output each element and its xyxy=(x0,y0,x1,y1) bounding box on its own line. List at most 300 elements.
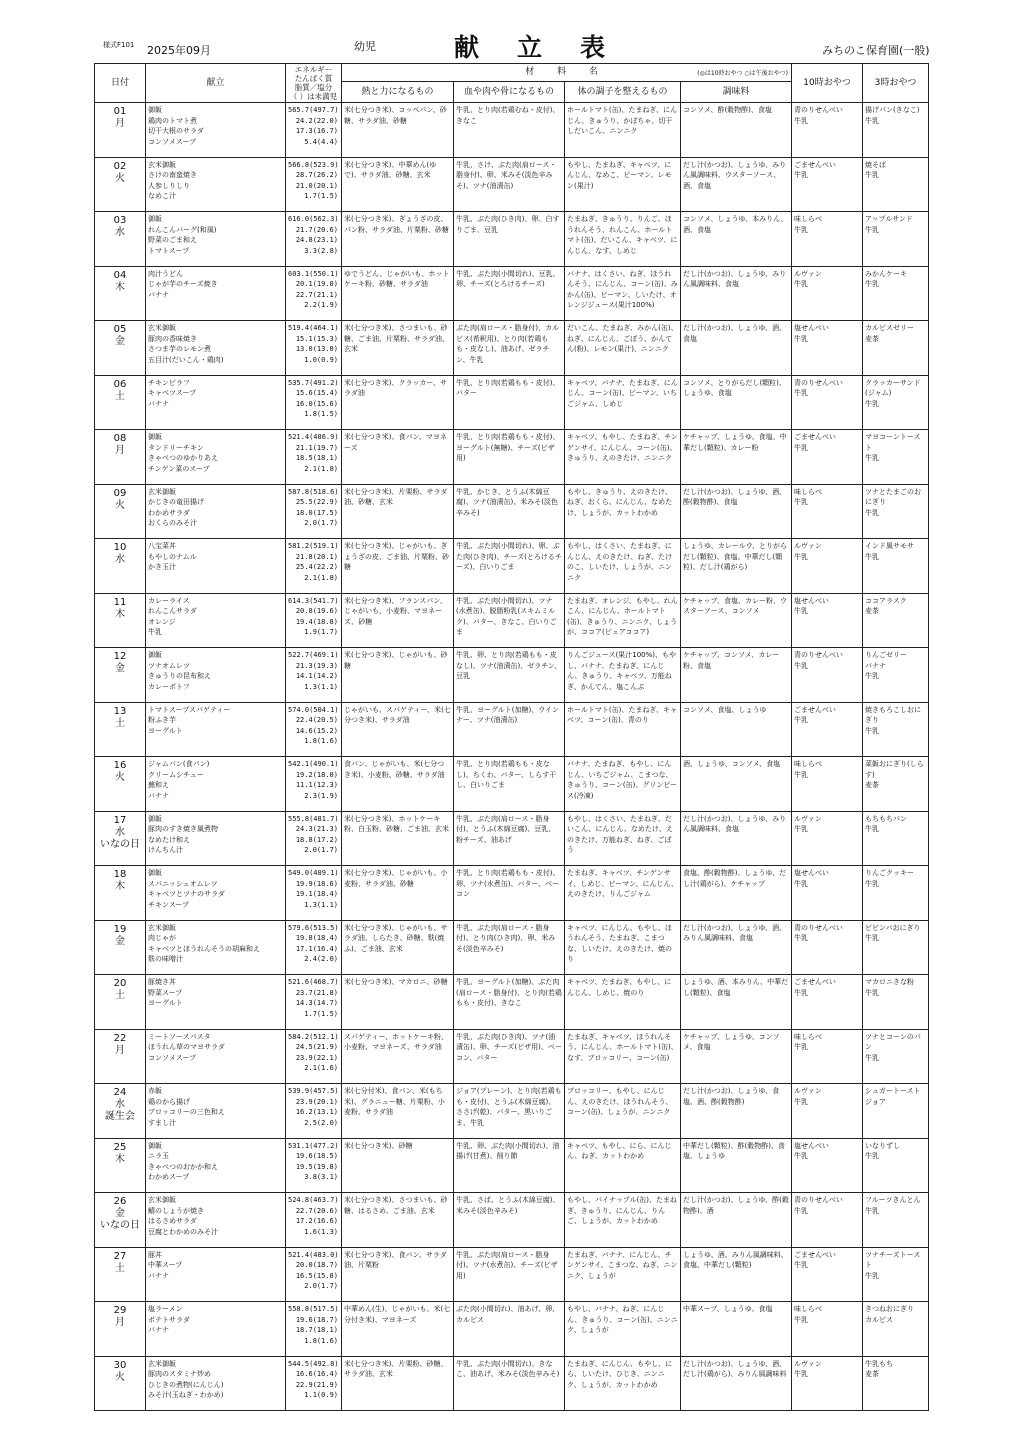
vegetable-foods-cell xyxy=(565,648,681,703)
vegetable-foods-cell xyxy=(565,103,681,158)
date-cell xyxy=(95,212,146,267)
snack10-cell xyxy=(792,811,863,866)
menu-cell xyxy=(146,321,286,376)
seasoning-cell-text: コンソメ、とりがらだし(顆粒)、しょうゆ、食塩 xyxy=(683,378,786,397)
day-of-week: 水 xyxy=(115,227,125,238)
snack3-cell xyxy=(863,484,929,539)
protein-foods-cell-text: 牛乳、とり肉(若鶏むね・皮付)、きなこ xyxy=(456,106,560,125)
date-cell xyxy=(95,1356,146,1411)
snack3-cell xyxy=(863,702,929,757)
snack3-cell xyxy=(863,1302,929,1357)
energy-foods-cell xyxy=(342,484,454,539)
seasoning-cell-text: だし汁(かつお)、しょうゆ、酒、酢(穀物酢)、食塩 xyxy=(683,487,787,506)
nutrition-cell-text: 549.0(489.1) 19.9(18.6) 19.1(18.4) 1.3(1.1) xyxy=(288,869,339,909)
snack3-cell xyxy=(863,866,929,921)
energy-foods-cell xyxy=(342,811,454,866)
nutrition-cell-text: 522.7(469.1) 21.3(19.3) 14.1(14.2) 1.3(1.1) xyxy=(288,651,339,691)
snack10-cell-text: 塩せんべい 牛乳 xyxy=(794,1141,829,1160)
seasoning-cell-text: だし汁(かつお)、しょうゆ、酒、だし汁(鶏がら)、みりん風調味料 xyxy=(683,1359,787,1378)
seasoning-cell-text: 中華スープ、しょうゆ、食塩 xyxy=(683,1305,773,1313)
menu-cell xyxy=(146,811,286,866)
snack3-cell xyxy=(863,103,929,158)
vegetable-foods-cell xyxy=(565,266,681,321)
vegetable-foods-cell-text: バナナ、はくさい、ねぎ、ほうれんそう、にんじん、コーン(缶)、みかん(缶)、ピーマン、しいたけ、オレンジジュース(果汁100%) xyxy=(567,269,678,309)
snack3-cell xyxy=(863,266,929,321)
day-of-week: 木 xyxy=(115,608,125,620)
energy-foods-cell-text: 米(七分つき米)、じゃがいも、サラダ油、しらたき、砂糖、麩(焼ふ)、ごま油、玄米 xyxy=(344,923,448,953)
day-number: 19 xyxy=(113,923,127,935)
day-row xyxy=(95,1356,929,1411)
vegetable-foods-cell-text: キャベツ、もやし、にら、にんじん、ねぎ、カットわかめ xyxy=(567,1141,672,1160)
materials-title: 材 料 名 xyxy=(525,67,608,77)
snack10-cell xyxy=(792,757,863,812)
protein-foods-cell-text: ぶた肉(小間切れ)、油あげ、卵、カルピス xyxy=(456,1305,560,1324)
energy-foods-cell-text: スパゲティー、ホットケーキ粉、小麦粉、マヨネーズ、サラダ油 xyxy=(344,1032,449,1051)
snack10-cell-text: 青のりせんべい 牛乳 xyxy=(794,378,843,397)
seasoning-cell-text: ケチャップ、しょうゆ、食塩、中華だし(顆粒)、カレー粉 xyxy=(683,433,787,452)
day-number: 01 xyxy=(113,106,127,117)
seasoning-cell-text: 酒、しょうゆ、コンソメ、食塩 xyxy=(683,760,781,768)
vegetable-foods-cell xyxy=(565,539,681,594)
form-code: 様式F101 xyxy=(103,41,135,49)
menu-cell xyxy=(146,539,286,594)
snack3-cell-text: ビビンバおにぎり 牛乳 xyxy=(865,923,921,942)
menu-cell-text: ジャムパン(食パン) クリームシチュー 蕪和え バナナ xyxy=(148,760,210,800)
nutrition-cell-text: 603.1(550.1) 20.1(19.0) 22.7(21.1) 2.2(1.9) xyxy=(288,269,339,309)
day-of-week: 火 xyxy=(115,772,125,783)
snack10-cell-text: ルヴァン 牛乳 xyxy=(794,269,822,288)
vegetable-foods-cell xyxy=(565,702,681,757)
seasoning-cell xyxy=(681,1138,792,1193)
vegetable-foods-cell xyxy=(565,1029,681,1084)
snack3-cell xyxy=(863,811,929,866)
snack10-cell xyxy=(792,975,863,1030)
nutrition-cell xyxy=(286,1356,342,1411)
nutrition-cell-text: 587.8(518.6) 25.5(22.9) 18.0(17.5) 2.0(1.7) xyxy=(288,487,339,527)
nutrition-cell xyxy=(286,1302,342,1357)
menu-cell xyxy=(146,648,286,703)
day-of-week: 木 xyxy=(115,881,125,892)
snack10-cell xyxy=(792,1029,863,1084)
date-cell xyxy=(95,321,146,376)
seasoning-cell xyxy=(681,539,792,594)
day-row xyxy=(95,266,929,321)
seasoning-cell xyxy=(681,1193,792,1248)
date-cell xyxy=(95,1029,146,1084)
nutrition-cell-text: 581.2(519.1) 21.8(20.1) 25.4(22.2) 2.1(1.8) xyxy=(288,542,339,582)
snack3-cell xyxy=(863,1193,929,1248)
day-number: 16 xyxy=(113,760,127,771)
vegetable-foods-cell xyxy=(565,1138,681,1193)
protein-foods-cell-text: 牛乳、かじき、とうふ(木綿豆腐)、ツナ(油漬缶)、米みそ(淡色辛みそ) xyxy=(456,487,558,517)
seasoning-cell xyxy=(681,702,792,757)
menu-cell-text: トマトスープスパゲティー 粉ふき芋 ヨーグルト xyxy=(148,705,231,735)
vegetable-foods-cell-text: ホールトマト(缶)、たまねぎ、にんじん、きゅうり、かぼちゃ、切干しだいこん、ニンニク xyxy=(567,106,678,135)
day-row xyxy=(95,593,929,648)
date-cell xyxy=(95,1084,146,1139)
menu-cell-text: 御飯 ニラ玉 きゃべつのおかか和え わかめスープ xyxy=(148,1141,218,1181)
nutrition-cell xyxy=(286,1247,342,1302)
menu-cell xyxy=(146,1247,286,1302)
date-cell xyxy=(95,648,146,703)
menu-cell xyxy=(146,702,286,757)
day-number: 05 xyxy=(113,324,127,335)
snack3-cell xyxy=(863,593,929,648)
energy-foods-cell xyxy=(342,212,454,267)
snack3-cell xyxy=(863,157,929,212)
nutrition-cell-text: 566.8(523.9) 28.7(26.2) 21.0(20.1) 1.7(1.5) xyxy=(288,160,339,200)
nutrition-cell xyxy=(286,866,342,921)
protein-foods-cell-text: ジョア(プレーン)、とり肉(若鶏もも・皮付)、とうふ(木綿豆腐)、ささげ(乾)、バター、黒いりごま、牛乳 xyxy=(456,1087,562,1127)
energy-foods-cell-text: 米(七分つき米)、食パン、サラダ油、片栗粉 xyxy=(344,1250,447,1269)
menu-cell-text: 御飯 ツナオムレツ きゅうりの昆布和え カレーポトフ xyxy=(148,651,211,691)
snack3-cell xyxy=(863,430,929,485)
day-row xyxy=(95,103,929,158)
energy-foods-cell-text: ゆでうどん、じゃがいも、ホットケーキ粉、砂糖、サラダ油 xyxy=(344,269,450,288)
day-number: 20 xyxy=(113,978,127,989)
protein-foods-cell-text: 牛乳、卵、ぶた肉(小間切れ)、油揚げ(甘煮)、削り節 xyxy=(456,1141,560,1160)
snack10-cell xyxy=(792,212,863,267)
day-row xyxy=(95,157,929,212)
energy-foods-cell-text: 米(七分つき米)、マカロニ、砂糖 xyxy=(344,978,448,986)
snack3-cell-text: アップルサンド 牛乳 xyxy=(865,215,913,234)
day-row xyxy=(95,1247,929,1302)
nutrition-cell xyxy=(286,212,342,267)
seasoning-cell xyxy=(681,1356,792,1411)
nutrition-cell xyxy=(286,539,342,594)
energy-foods-cell-text: 米(七分つき米)、食パン、マヨネーズ xyxy=(344,433,447,452)
vegetable-foods-cell-text: たまねぎ、オレンジ、もやし、れんこん、にんじん、ホールトマト(缶)、きゅうり、ニンニク、しょうが、ココア(ピュアココア) xyxy=(567,596,678,636)
seasoning-cell-text: だし汁(かつお)、しょうゆ、酒、食塩 xyxy=(683,324,787,343)
snack3-cell xyxy=(863,648,929,703)
nutrition-cell-text: 544.5(492.8) 16.6(16.4) 22.9(21.9) 1.1(0.9) xyxy=(288,1359,339,1399)
day-number: 27 xyxy=(113,1250,127,1262)
protein-foods-cell-text: 牛乳、ぶた肉(肩ロース・脂身付)、とり肉(ひき肉)、卵、米みそ(淡色辛みそ) xyxy=(456,923,556,953)
menu-cell xyxy=(146,757,286,812)
menu-cell xyxy=(146,1356,286,1411)
menu-cell-text: 玄米御飯 さけの南蛮焼き 人参しりしり なめこ汁 xyxy=(148,160,197,200)
date-cell xyxy=(95,430,146,485)
energy-foods-cell xyxy=(342,266,454,321)
day-number: 17 xyxy=(113,814,127,826)
protein-foods-cell-text: 牛乳、ぶた肉(小間切れ)、豆乳、卵、チーズ(とろけるチーズ) xyxy=(456,269,560,288)
snack10-cell-text: ごませんべい 牛乳 xyxy=(794,433,836,452)
vegetable-foods-cell-text: ホールトマト(缶)、たまねぎ、キャベツ、コーン(缶)、青のり xyxy=(567,705,678,724)
col-header-snack3: 3時おやつ xyxy=(863,64,929,103)
vegetable-foods-cell-text: たまねぎ、キャベツ、チンゲンサイ、しめじ、ピーマン、にんじん、えのきたけ、りんごジャム xyxy=(567,869,678,898)
col-header-nutrition: エネルギー たんぱく質 脂質／塩分 （ ）は未満児 xyxy=(286,64,342,103)
menu-table xyxy=(94,63,929,1411)
seasoning-cell-text: だし汁(かつお)、しょうゆ、食塩、酒、酢(穀物酢) xyxy=(683,1087,780,1106)
seasoning-cell xyxy=(681,920,792,975)
snack10-cell-text: 味しらべ 牛乳 xyxy=(794,760,822,779)
energy-foods-cell-text: じゃがいも、スパゲティー、米(七分つき米)、サラダ油 xyxy=(344,705,451,724)
menu-cell-text: 豚焼き丼 野菜スープ ヨーグルト xyxy=(148,978,183,1007)
nutrition-cell xyxy=(286,157,342,212)
snack3-cell-text: フルーツきんとん 牛乳 xyxy=(865,1196,921,1215)
menu-cell-text: 玄米御飯 鯖のしょうが焼き はるさめサラダ 豆腐とわかめのみそ汁 xyxy=(148,1196,218,1236)
seasoning-cell xyxy=(681,430,792,485)
protein-foods-cell-text: 牛乳、とり肉(若鶏もも・皮付)、卵、ツナ(水煮缶)、バター、ベーコン xyxy=(456,869,560,898)
day-number: 03 xyxy=(113,215,127,226)
energy-foods-cell xyxy=(342,103,454,158)
vegetable-foods-cell-text: たまねぎ、バナナ、にんじん、チンゲンサイ、こまつな、ねぎ、ニンニク、しょうが xyxy=(567,1250,678,1280)
snack10-cell-text: 塩せんべい 牛乳 xyxy=(794,324,829,343)
protein-foods-cell xyxy=(454,1302,565,1357)
day-row xyxy=(95,757,929,812)
energy-foods-cell-text: 中華めん(生)、じゃがいも、米(七分付き米)、マヨネーズ xyxy=(344,1305,451,1324)
menu-cell xyxy=(146,212,286,267)
day-row xyxy=(95,375,929,430)
snack3-cell xyxy=(863,212,929,267)
snack3-cell xyxy=(863,1247,929,1302)
protein-foods-cell-text: 牛乳、さば、とうふ(木綿豆腐)、米みそ(淡色辛みそ) xyxy=(456,1196,560,1215)
nutrition-cell xyxy=(286,484,342,539)
seasoning-cell xyxy=(681,811,792,866)
day-of-week: 土 xyxy=(115,990,125,1001)
snack3-cell xyxy=(863,757,929,812)
day-of-week: 土 xyxy=(115,717,125,729)
day-of-week: 月 xyxy=(115,118,125,129)
day-number: 09 xyxy=(113,487,127,499)
protein-foods-cell xyxy=(454,811,565,866)
snack10-cell xyxy=(792,321,863,376)
vegetable-foods-cell xyxy=(565,1193,681,1248)
snack10-cell-text: 味しらべ 牛乳 xyxy=(794,1305,822,1324)
nutrition-cell-text: 555.8(481.7) 24.3(21.3) 18.8(17.2) 2.0(1.7) xyxy=(288,814,339,854)
nutrition-cell xyxy=(286,648,342,703)
nutrition-cell xyxy=(286,1084,342,1139)
vegetable-foods-cell xyxy=(565,866,681,921)
day-of-week: 土 xyxy=(115,390,125,402)
vegetable-foods-cell xyxy=(565,1084,681,1139)
snack10-cell-text: ルヴァン 牛乳 xyxy=(794,814,822,833)
seasoning-cell xyxy=(681,1029,792,1084)
day-of-week: 水 xyxy=(115,554,125,565)
day-of-week: 金 xyxy=(115,663,125,674)
protein-foods-cell-text: 牛乳、卵、とり肉(若鶏もも・皮なし)、ツナ(油漬缶)、ゼラチン、豆乳 xyxy=(456,651,562,680)
vegetable-foods-cell-text: もやし、はくさい、たまねぎ、にんじん、えのきたけ、ねぎ、たけのこ、しいたけ、しょうが、ニンニク xyxy=(567,542,673,582)
energy-foods-cell-text: 米(七分つき米)、じゃがいも、ぎょうざの皮、ごま油、片栗粉、砂糖 xyxy=(344,542,449,571)
vegetable-foods-cell xyxy=(565,920,681,975)
snack3-cell xyxy=(863,1029,929,1084)
nutrition-cell-text: 579.6(513.5) 19.8(18.4) 17.1(16.4) 2.4(2.0) xyxy=(288,923,339,963)
energy-foods-cell xyxy=(342,648,454,703)
snack3-cell-text: りんごゼリー バナナ 牛乳 xyxy=(865,651,907,680)
date-cell xyxy=(95,702,146,757)
protein-foods-cell xyxy=(454,266,565,321)
snack10-cell-text: 塩せんべい 牛乳 xyxy=(794,596,829,615)
day-number: 18 xyxy=(113,869,127,880)
snack10-cell-text: 塩せんべい 牛乳 xyxy=(794,869,829,888)
nutrition-cell xyxy=(286,593,342,648)
snack3-cell xyxy=(863,321,929,376)
snack3-cell-text: ツナとたまごのおにぎり 牛乳 xyxy=(865,487,921,517)
snack10-cell-text: ごませんべい 牛乳 xyxy=(794,978,836,997)
menu-cell xyxy=(146,920,286,975)
vegetable-foods-cell-text: もやし、きゅうり、えのきたけ、ねぎ、おくら、にんじん、なめたけ、しょうが、カットわかめ xyxy=(567,487,673,517)
protein-foods-cell xyxy=(454,103,565,158)
vegetable-foods-cell-text: バナナ、たまねぎ、もやし、にんじん、いちごジャム、こまつな、きゅうり、コーン(缶)、グリンピース(冷凍) xyxy=(567,760,678,800)
snack10-cell xyxy=(792,1138,863,1193)
vegetable-foods-cell-text: キャベツ、たまねぎ、もやし、にんじん、しめじ、焼のり xyxy=(567,978,672,997)
nutrition-cell-text: 574.0(504.1) 22.4(20.5) 14.6(15.2) 1.8(1.6) xyxy=(288,705,339,745)
snack10-cell xyxy=(792,920,863,975)
energy-foods-cell xyxy=(342,975,454,1030)
menu-month: 2025年09月 xyxy=(147,44,211,57)
day-of-week: 木 xyxy=(115,281,125,293)
vegetable-foods-cell-text: たまねぎ、きゅうり、りんご、ほうれんそう、れんこん、ホールトマト(缶)、だいこん、キャベツ、にんじん、なす、しめじ xyxy=(567,215,678,255)
snack10-cell xyxy=(792,157,863,212)
snack10-cell xyxy=(792,1302,863,1357)
energy-foods-cell xyxy=(342,321,454,376)
menu-cell-text: 塩ラーメン ポテトサラダ バナナ xyxy=(148,1305,190,1334)
energy-foods-cell xyxy=(342,430,454,485)
col-header-energy: 熱と力になるもの xyxy=(342,82,454,103)
seasoning-cell xyxy=(681,321,792,376)
vegetable-foods-cell xyxy=(565,1247,681,1302)
snack10-cell-text: 青のりせんべい 牛乳 xyxy=(794,651,843,670)
seasoning-cell xyxy=(681,593,792,648)
menu-cell xyxy=(146,103,286,158)
vegetable-foods-cell xyxy=(565,212,681,267)
nutrition-cell xyxy=(286,321,342,376)
page-title: 献立表 xyxy=(454,33,644,62)
day-of-week: 火 xyxy=(115,499,125,511)
vegetable-foods-cell-text: キャベツ、にんじん、もやし、ほうれんそう、たまねぎ、こまつな、しいたけ、えのきたけ、焼のり xyxy=(567,923,672,963)
seasoning-cell xyxy=(681,375,792,430)
nutrition-cell-text: 616.0(562.3) 21.7(20.6) 24.8(23.1) 3.3(2.8) xyxy=(288,215,339,255)
energy-foods-cell xyxy=(342,920,454,975)
date-cell xyxy=(95,975,146,1030)
menu-cell xyxy=(146,484,286,539)
snack10-cell-text: 味しらべ 牛乳 xyxy=(794,215,822,234)
col-header-blood: 血や肉や骨になるもの xyxy=(454,82,565,103)
energy-foods-cell xyxy=(342,1302,454,1357)
snack10-cell-text: 味しらべ 牛乳 xyxy=(794,487,822,506)
day-number: 11 xyxy=(113,596,127,608)
nutrition-cell-text: 521.4(486.9) 21.1(19.7) 18.5(18.1) 2.1(1.8) xyxy=(288,433,339,473)
snack10-cell xyxy=(792,593,863,648)
menu-cell xyxy=(146,157,286,212)
protein-foods-cell xyxy=(454,866,565,921)
day-number: 29 xyxy=(113,1305,127,1316)
date-cell xyxy=(95,103,146,158)
nutrition-cell xyxy=(286,702,342,757)
menu-cell xyxy=(146,375,286,430)
seasoning-cell-text: しょうゆ、酒、みりん風調味料、食塩、中華だし(顆粒) xyxy=(683,1250,788,1269)
seasoning-cell xyxy=(681,975,792,1030)
menu-cell-text: 御飯 豚肉のすき焼き風煮物 なめたけ和え けんちん汁 xyxy=(148,814,218,854)
menu-cell-text: 豚丼 中華スープ バナナ xyxy=(148,1250,183,1280)
seasoning-cell xyxy=(681,212,792,267)
snack3-cell xyxy=(863,539,929,594)
energy-foods-cell-text: 米(七分つき米)、じゃがいも、砂糖 xyxy=(344,651,448,670)
protein-foods-cell xyxy=(454,920,565,975)
snack3-cell-text: 菜飯おにぎり(しらす) 麦茶 xyxy=(865,760,924,789)
snack10-cell-text: ごませんべい 牛乳 xyxy=(794,705,836,724)
snack3-cell-text: 揚げパン(きなこ) 牛乳 xyxy=(865,106,920,125)
energy-foods-cell-text: 米(七分つき米)、コッペパン、砂糖、サラダ油、砂糖 xyxy=(344,106,447,125)
energy-foods-cell-text: 米(七分つき米)、さつまいも、砂糖、はるさめ、ごま油、玄米 xyxy=(344,1196,448,1215)
vegetable-foods-cell xyxy=(565,157,681,212)
snack10-cell-text: ルヴァン 牛乳 xyxy=(794,1087,822,1106)
date-cell xyxy=(95,375,146,430)
day-of-week: 火 xyxy=(115,172,125,184)
energy-foods-cell-text: 米(七分つき米)、砂糖 xyxy=(344,1141,413,1150)
day-of-week: 金 xyxy=(115,935,125,947)
protein-foods-cell xyxy=(454,1247,565,1302)
menu-cell xyxy=(146,1193,286,1248)
snack3-cell-text: ツナとコーンのパン 牛乳 xyxy=(865,1032,921,1062)
energy-foods-cell xyxy=(342,593,454,648)
day-of-week: 金 xyxy=(115,1208,125,1219)
snack3-cell-text: マヨコーントースト 牛乳 xyxy=(865,433,921,462)
snack3-cell xyxy=(863,1356,929,1411)
menu-cell-text: 御飯 れんこんバーグ(和風) 野菜のごま和え トマトスープ xyxy=(148,215,217,255)
grade-label: 幼児 xyxy=(354,40,376,53)
energy-foods-cell-text: 米(七分つき米)、ぎょうざの皮、パン粉、サラダ油、片栗粉、砂糖 xyxy=(344,215,449,234)
energy-foods-cell-text: 米(七分つき米)、片栗粉、サラダ油、砂糖、玄米 xyxy=(344,487,448,506)
seasoning-cell xyxy=(681,484,792,539)
nutrition-cell xyxy=(286,1193,342,1248)
col-header-menu: 献立 xyxy=(146,64,286,103)
date-cell xyxy=(95,1193,146,1248)
nutrition-cell-text: 521.4(483.0) 20.0(18.7) 16.5(15.8) 2.0(1.7) xyxy=(288,1250,339,1290)
protein-foods-cell xyxy=(454,212,565,267)
protein-foods-cell-text: 牛乳、ぶた肉(小間切れ)、卵、ぶた肉(ひき肉)、チーズ(とろけるチーズ)、白いりごま xyxy=(456,542,562,571)
day-row xyxy=(95,648,929,703)
menu-cell-text: 玄米御飯 肉じゃが キャベツとほうれんそうの胡麻和え 麩の味噌汁 xyxy=(148,923,260,963)
protein-foods-cell xyxy=(454,757,565,812)
vegetable-foods-cell xyxy=(565,375,681,430)
energy-foods-cell xyxy=(342,1193,454,1248)
snack3-cell xyxy=(863,1138,929,1193)
energy-foods-cell-text: 米(七分つき米)、クラッカー、サラダ油 xyxy=(344,378,448,397)
protein-foods-cell xyxy=(454,321,565,376)
day-of-week: 金 xyxy=(115,336,125,347)
nutrition-cell-text: 614.3(541.7) 20.8(19.6) 19.4(18.8) 1.9(1.7) xyxy=(288,596,339,636)
day-number: 02 xyxy=(113,160,127,172)
col-header-snack10: 10時おやつ xyxy=(792,64,863,103)
day-of-week: 月 xyxy=(115,1317,125,1328)
day-number: 08 xyxy=(113,433,127,444)
protein-foods-cell-text: 牛乳、ぶた肉(肩ロース・脂身付)、ツナ(水煮缶)、チーズ(ピザ用) xyxy=(456,1250,558,1280)
seasoning-cell xyxy=(681,866,792,921)
menu-cell xyxy=(146,1138,286,1193)
snack10-cell xyxy=(792,430,863,485)
menu-cell-text: 御飯 鶏肉のトマト煮 切干大根のサラダ コンソメスープ xyxy=(148,106,204,146)
day-event: いなの日 xyxy=(100,1220,140,1231)
day-of-week: 月 xyxy=(115,445,125,456)
day-number: 12 xyxy=(113,651,127,662)
snack3-cell-text: ココアラスク 麦茶 xyxy=(865,596,907,615)
seasoning-cell-text: コンソメ、しょうゆ、本みりん、酒、食塩 xyxy=(683,215,788,234)
protein-foods-cell xyxy=(454,702,565,757)
protein-foods-cell xyxy=(454,430,565,485)
snack10-cell xyxy=(792,866,863,921)
menu-cell xyxy=(146,1302,286,1357)
snack10-cell-text: ごませんべい 牛乳 xyxy=(794,1250,836,1269)
energy-foods-cell xyxy=(342,1029,454,1084)
seasoning-cell xyxy=(681,757,792,812)
vegetable-foods-cell xyxy=(565,321,681,376)
energy-foods-cell-text: 米(七分つき米)、中華めん(ゆで)、サラダ油、砂糖、玄米 xyxy=(344,160,437,179)
energy-foods-cell xyxy=(342,539,454,594)
snack10-cell xyxy=(792,266,863,321)
vegetable-foods-cell-text: もやし、バナナ、ねぎ、にんじん、きゅうり、コーン(缶)、ニンニク、しょうが xyxy=(567,1305,678,1334)
protein-foods-cell-text: 牛乳、とり肉(若鶏もも・皮付)、バター xyxy=(456,378,560,397)
